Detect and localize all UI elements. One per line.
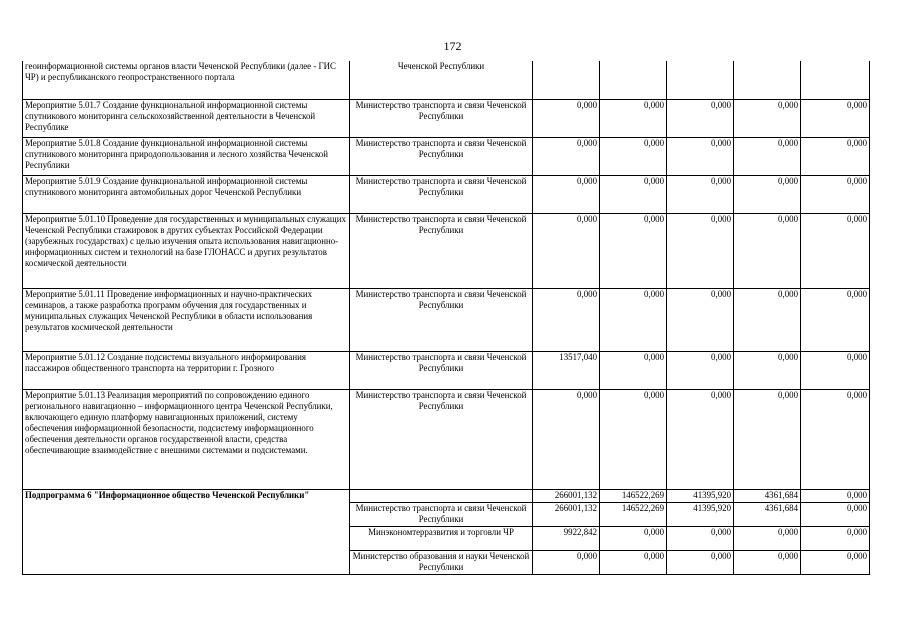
activity-description: Мероприятие 5.01.10 Проведение для государственных и муниципальных служащих Чеченской Республики стажировок в других субъектах Российской Федерации (зарубежных государствах) с целью изучения опыта использования навигационно-информационных систем и технологий на базе ГЛОНАСС и других результатов космической деятельности bbox=[23, 213, 350, 288]
activity-description: Мероприятие 5.01.11 Проведение информационных и научно-практических семинаров, а также разработка программ обучения для государственных и муниципальных служащих Чеченской Республики в области использования результатов космической деятельности bbox=[23, 288, 350, 351]
value-cell: 0,000 bbox=[734, 351, 801, 389]
subprogram-title: Подпрограмма 6 "Информационное общество Чеченской Республики" bbox=[23, 489, 350, 574]
value-cell bbox=[734, 61, 801, 99]
executor-cell: Министерство транспорта и связи Чеченской Республики bbox=[350, 502, 533, 526]
value-cell: 0,000 bbox=[734, 389, 801, 489]
value-cell: 0,000 bbox=[600, 351, 667, 389]
executor-cell: Минэкономтерразвития и торговли ЧР bbox=[350, 526, 533, 550]
table-row bbox=[23, 389, 870, 489]
value-cell bbox=[667, 61, 734, 99]
value-cell: 0,000 bbox=[533, 550, 600, 574]
value-cell: 0,000 bbox=[734, 99, 801, 137]
value-cell: 0,000 bbox=[801, 550, 870, 574]
executor-cell: Министерство транспорта и связи Чеченской Республики bbox=[350, 99, 533, 137]
budget-table bbox=[22, 61, 870, 575]
value-cell: 146522,269 bbox=[600, 502, 667, 526]
value-cell: 0,000 bbox=[734, 526, 801, 550]
value-cell: 0,000 bbox=[667, 351, 734, 389]
value-cell: 0,000 bbox=[801, 502, 870, 526]
executor-cell: Министерство транспорта и связи Чеченской Республики bbox=[350, 137, 533, 175]
value-cell: 0,000 bbox=[533, 213, 600, 288]
table-row bbox=[23, 61, 870, 99]
value-cell: 0,000 bbox=[801, 389, 870, 489]
value-cell: 0,000 bbox=[667, 213, 734, 288]
value-cell: 0,000 bbox=[801, 137, 870, 175]
total-value-cell: 266001,132 bbox=[533, 489, 600, 502]
value-cell: 0,000 bbox=[533, 175, 600, 213]
total-value-cell: 0,000 bbox=[801, 489, 870, 502]
activity-description: Мероприятие 5.01.12 Создание подсистемы визуального информирования пассажиров общественного транспорта на территории г. Грозного bbox=[23, 351, 350, 389]
activity-description: Мероприятие 5.01.7 Создание функциональной информационной системы спутникового мониторинга сельскохозяйственной деятельности в Чеченской Республике bbox=[23, 99, 350, 137]
value-cell: 0,000 bbox=[667, 99, 734, 137]
table-row bbox=[23, 213, 870, 288]
executor-cell-empty bbox=[350, 489, 533, 502]
value-cell: 0,000 bbox=[801, 526, 870, 550]
value-cell: 13517,040 bbox=[533, 351, 600, 389]
value-cell: 0,000 bbox=[734, 137, 801, 175]
total-value-cell: 41395,920 bbox=[667, 489, 734, 502]
value-cell: 266001,132 bbox=[533, 502, 600, 526]
activity-description: Мероприятие 5.01.9 Создание функциональной информационной системы спутникового мониторинга автомобильных дорог Чеченской Республики bbox=[23, 175, 350, 213]
value-cell: 0,000 bbox=[533, 99, 600, 137]
value-cell: 0,000 bbox=[667, 175, 734, 213]
value-cell: 0,000 bbox=[533, 389, 600, 489]
value-cell: 0,000 bbox=[600, 526, 667, 550]
page-number: 172 bbox=[443, 39, 462, 53]
executor-cell: Чеченской Республики bbox=[350, 61, 533, 99]
value-cell: 41395,920 bbox=[667, 502, 734, 526]
subprogram-total-row bbox=[23, 489, 870, 502]
executor-cell: Министерство транспорта и связи Чеченской Республики bbox=[350, 213, 533, 288]
value-cell: 0,000 bbox=[801, 213, 870, 288]
value-cell: 0,000 bbox=[734, 175, 801, 213]
value-cell: 0,000 bbox=[600, 175, 667, 213]
value-cell: 0,000 bbox=[667, 137, 734, 175]
activity-description: Мероприятие 5.01.13 Реализация мероприятий по сопровождению единого регионального навигационно – информационного центра Чеченской Республики, включающего единую платформу навигационных приложений, систему обеспечения информационной безопасности, подсистему информационного обеспечения деятельности органов государственной власти, средства обеспечивающие взаимодействие с внешними системами и подсистемами. bbox=[23, 389, 350, 489]
value-cell: 0,000 bbox=[734, 550, 801, 574]
activity-description: геоинформационной системы органов власти Чеченской Республики (далее - ГИС ЧР) и республиканского геопространственного портала bbox=[23, 61, 350, 99]
table-row bbox=[23, 99, 870, 137]
executor-cell: Министерство образования и науки Чеченской Республики bbox=[350, 550, 533, 574]
value-cell: 0,000 bbox=[801, 175, 870, 213]
total-value-cell: 4361,684 bbox=[734, 489, 801, 502]
activity-description: Мероприятие 5.01.8 Создание функциональной информационной системы спутникового мониторинга природопользования и лесного хозяйства Чеченской Республики bbox=[23, 137, 350, 175]
total-value-cell: 146522,269 bbox=[600, 489, 667, 502]
value-cell bbox=[801, 61, 870, 99]
value-cell: 0,000 bbox=[533, 288, 600, 351]
value-cell: 0,000 bbox=[667, 526, 734, 550]
table-row bbox=[23, 288, 870, 351]
table-row bbox=[23, 137, 870, 175]
value-cell: 0,000 bbox=[600, 99, 667, 137]
value-cell: 0,000 bbox=[801, 351, 870, 389]
value-cell: 0,000 bbox=[600, 550, 667, 574]
value-cell: 0,000 bbox=[667, 550, 734, 574]
executor-cell: Министерство транспорта и связи Чеченской Республики bbox=[350, 175, 533, 213]
value-cell: 0,000 bbox=[600, 213, 667, 288]
table-row bbox=[23, 175, 870, 213]
value-cell bbox=[600, 61, 667, 99]
value-cell: 0,000 bbox=[600, 288, 667, 351]
executor-cell: Министерство транспорта и связи Чеченской Республики bbox=[350, 288, 533, 351]
value-cell: 0,000 bbox=[600, 137, 667, 175]
value-cell: 4361,684 bbox=[734, 502, 801, 526]
value-cell: 9922,842 bbox=[533, 526, 600, 550]
value-cell: 0,000 bbox=[533, 137, 600, 175]
value-cell bbox=[533, 61, 600, 99]
value-cell: 0,000 bbox=[667, 288, 734, 351]
value-cell: 0,000 bbox=[734, 213, 801, 288]
value-cell: 0,000 bbox=[734, 288, 801, 351]
executor-cell: Министерство транспорта и связи Чеченской Республики bbox=[350, 389, 533, 489]
value-cell: 0,000 bbox=[600, 389, 667, 489]
table-row bbox=[23, 351, 870, 389]
value-cell: 0,000 bbox=[801, 99, 870, 137]
executor-cell: Министерство транспорта и связи Чеченской Республики bbox=[350, 351, 533, 389]
value-cell: 0,000 bbox=[667, 389, 734, 489]
value-cell: 0,000 bbox=[801, 288, 870, 351]
